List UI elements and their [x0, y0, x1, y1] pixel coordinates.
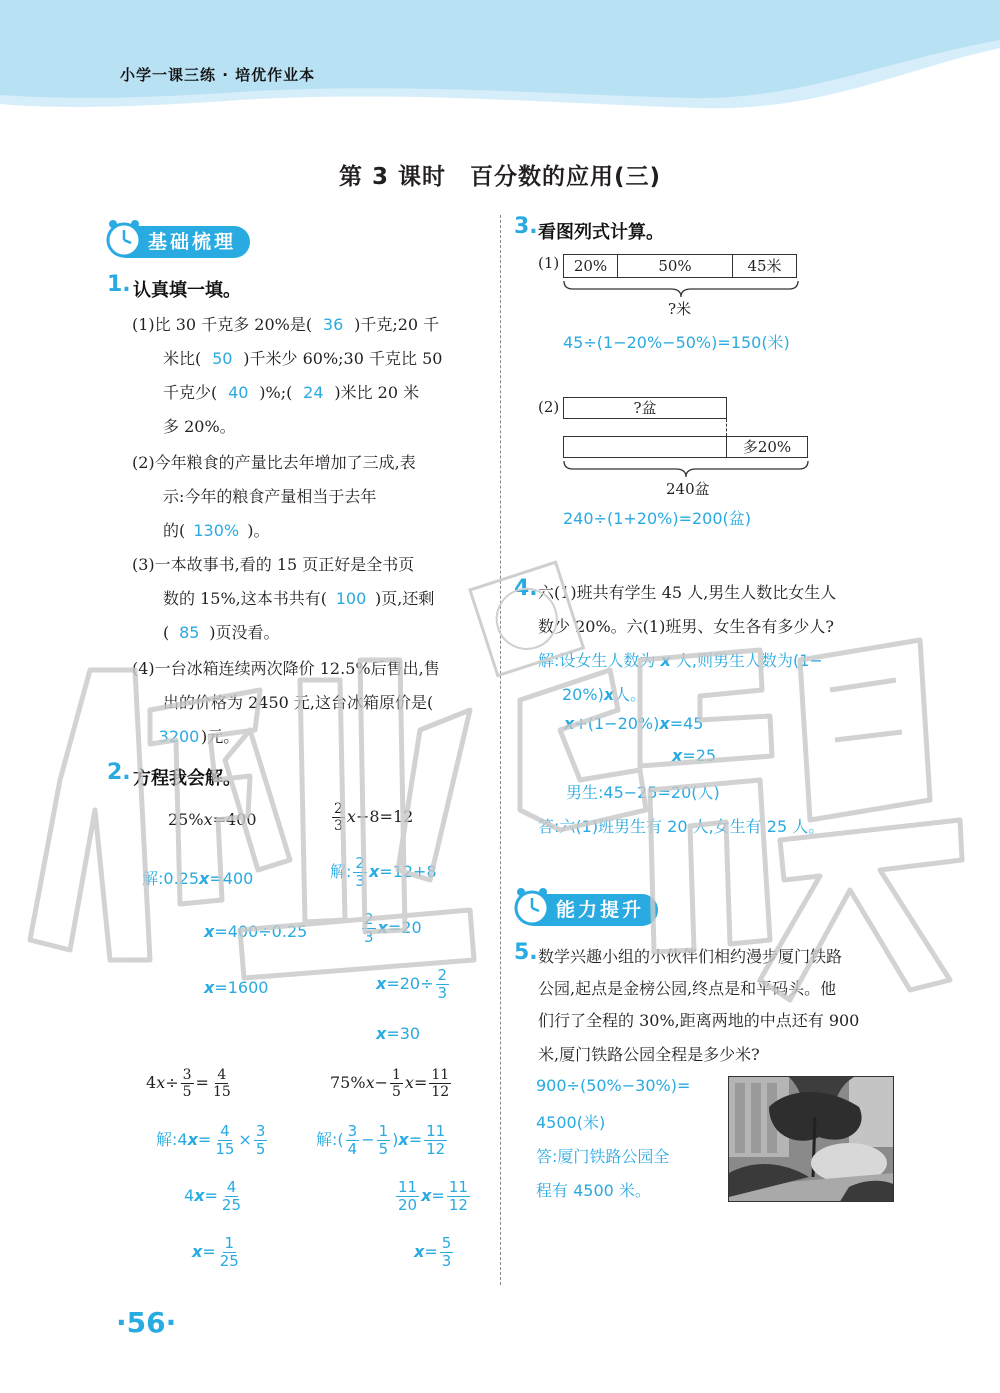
q2-eq4-step1: 解:( $\frac{3}{4}$ − $\frac{1}{5}$ )x= $\frac{11}{12}$ — [316, 1122, 446, 1158]
q3-p2-brace — [563, 460, 809, 478]
q3-p1-brace — [563, 280, 799, 298]
header-band — [0, 0, 1000, 120]
q2-eq1-step3: x=1600 — [204, 978, 269, 997]
q2-eq1-step2: x=400÷0.25 — [204, 922, 308, 941]
q2-eq2-step4: x=30 — [376, 1024, 421, 1043]
q2-eq2-step1: 解: $\frac{2}{3}$ x=12+8 — [330, 854, 437, 890]
q2-eq1: 25%x=400 — [168, 810, 257, 829]
q5-ans-line1: 900÷(50%−30%)= — [536, 1076, 691, 1095]
q1-ans-100: 100 — [335, 589, 367, 608]
q1-p2-line2: 示:今年的粮食产量相当于去年 — [163, 487, 377, 506]
q2-eq1-step1: 解:0.25x=400 — [142, 869, 254, 888]
q2-eq2: $\frac{2}{3}$ x−8=12 — [334, 801, 414, 834]
q4-line2: 数少 20%。六(1)班男、女生各有多少人? — [538, 617, 834, 636]
q1-ans-130: 130% — [193, 521, 240, 540]
q2-eq2-step2: $\frac{2}{3}$ x=20 — [364, 910, 422, 946]
page-number: ·56· — [116, 1306, 177, 1339]
park-photo — [728, 1076, 894, 1202]
q1-ans-50: 50 — [212, 349, 233, 368]
alarm-clock-icon — [104, 216, 144, 260]
section-basic-badge — [110, 226, 250, 258]
column-divider — [500, 215, 501, 1285]
q1-ans-85: 85 — [179, 623, 200, 642]
q5-ans-line4: 程有 4500 米。 — [536, 1181, 651, 1200]
q1-ans-24: 24 — [303, 383, 324, 402]
q3-number: 3. — [514, 214, 538, 239]
q3-p1-cell-45m: 45米 — [747, 257, 782, 275]
q1-p1-line2: 米比( 50 )千米少 60%;30 千克比 50 — [163, 349, 443, 368]
q1-p4-line2: 出的价格为 2450 元,这台冰箱原价是( — [163, 693, 434, 712]
q5-line1: 数学兴趣小组的小伙伴们相约漫步厦门铁路 — [538, 947, 843, 966]
page-title — [0, 158, 1000, 191]
section-advanced-badge — [518, 894, 658, 926]
q3-p2-bar-top — [563, 397, 727, 419]
q4-answer: 答:六(1)班男生有 20 人,女生有 25 人。 — [538, 817, 825, 836]
q1-number: 1. — [107, 272, 131, 297]
q1-ans-3200: 3200 — [158, 727, 200, 746]
q3-p1-label: (1) — [538, 254, 560, 272]
q1-p4-line1: (4)一台冰箱连续两次降价 12.5%后售出,售 — [132, 659, 440, 678]
q1-p1-line1: (1)比 30 千克多 20%是( 36 )千克;20 千 — [132, 315, 440, 334]
q5-line3: 们行了全程的 30%,距离两地的中点还有 900 — [538, 1011, 860, 1030]
q3-p2-bottom-base — [564, 437, 727, 457]
header-title: 小学一课三练 · 培优作业本 — [120, 66, 316, 84]
q5-number: 5. — [514, 940, 538, 965]
q4-step1: 解:设女生人数为 x 人,则男生人数为(1− — [538, 651, 823, 670]
q5-line4: 米,厦门铁路公园全程是多少米? — [538, 1045, 760, 1064]
q1-p1-line4: 多 20%。 — [163, 417, 236, 436]
q1-p4-line3: 3200 )元。 — [158, 727, 240, 746]
q2-eq4-step3: x= $\frac{5}{3}$ — [414, 1234, 452, 1270]
q1-p2-line1: (2)今年粮食的产量比去年增加了三成,表 — [132, 453, 416, 472]
q3-p2-extra: 多20% — [742, 438, 792, 456]
q1-ans-40: 40 — [228, 383, 249, 402]
q2-eq3: 4x÷ $\frac{3}{5}$ = $\frac{4}{15}$ — [146, 1067, 231, 1100]
q3-p1-bar — [563, 254, 797, 278]
q2-eq3-step1: 解:4x= $\frac{4}{15}$ × $\frac{3}{5}$ — [156, 1122, 266, 1158]
q3-p1-cell-50: 50% — [618, 255, 733, 277]
q3-p1-cell-20: 20% — [564, 255, 618, 277]
q4-step3: x+(1−20%)x=45 — [564, 714, 704, 733]
q2-number: 2. — [107, 760, 131, 785]
q3-p2-top-label: ?盆 — [633, 399, 657, 417]
q4-line1: 六(1)班共有学生 45 人,男生人数比女生人 — [538, 583, 837, 602]
q4-step5: 男生:45−25=20(人) — [566, 783, 720, 802]
q3-p1-total: ?米 — [668, 300, 692, 318]
q3-p2-dash — [726, 419, 727, 436]
q4-step2: 20%)x人。 — [562, 685, 647, 704]
lesson-number: 第 3 课时 — [338, 164, 446, 190]
q1-p3-line1: (3)一本故事书,看的 15 页正好是全书页 — [132, 555, 415, 574]
q1-p3-line3: ( 85 )页没看。 — [163, 623, 280, 642]
q4-step4: x=25 — [672, 746, 717, 765]
q3-p1-answer: 45÷(1−20%−50%)=150(米) — [563, 333, 790, 352]
q3-title: 看图列式计算。 — [538, 222, 664, 243]
q3-p2-total: 240盆 — [666, 480, 710, 498]
alarm-clock-icon — [512, 884, 552, 928]
q3-p2-label: (2) — [538, 398, 560, 416]
q1-p2-line3: 的( 130% )。 — [163, 521, 270, 540]
q1-p1-line3: 千克少( 40 )%;( 24 )米比 20 米 — [163, 383, 420, 402]
q2-eq4-step2: $\frac{11}{20}$ x= $\frac{11}{12}$ — [398, 1178, 468, 1214]
q1-ans-36: 36 — [322, 315, 344, 334]
section-advanced-label: 能力提升 — [556, 899, 645, 921]
q5-ans-line2: 4500(米) — [536, 1113, 606, 1132]
q2-eq4: 75%x− $\frac{1}{5}$ x= $\frac{11}{12}$ — [330, 1067, 450, 1100]
q2-eq2-step3: x=20÷ $\frac{2}{3}$ — [376, 966, 448, 1002]
q3-p2-answer: 240÷(1+20%)=200(盆) — [563, 509, 752, 528]
q3-p2-bar-bottom — [563, 436, 808, 458]
q2-eq3-step2: 4x= $\frac{4}{25}$ — [184, 1178, 242, 1214]
q1-title: 认真填一填。 — [133, 280, 241, 301]
q2-title: 方程我会解。 — [133, 768, 241, 789]
q2-eq3-step3: x= $\frac{1}{25}$ — [192, 1234, 239, 1270]
lesson-topic: 百分数的应用(三) — [470, 164, 662, 190]
section-basic-label: 基础梳理 — [148, 231, 237, 253]
q5-ans-line3: 答:厦门铁路公园全 — [536, 1147, 670, 1166]
q1-p3-line2: 数的 15%,这本书共有( 100 )页,还剩 — [163, 589, 435, 608]
q4-number: 4. — [514, 576, 538, 601]
q5-line2: 公园,起点是金榜公园,终点是和平码头。他 — [538, 979, 837, 998]
